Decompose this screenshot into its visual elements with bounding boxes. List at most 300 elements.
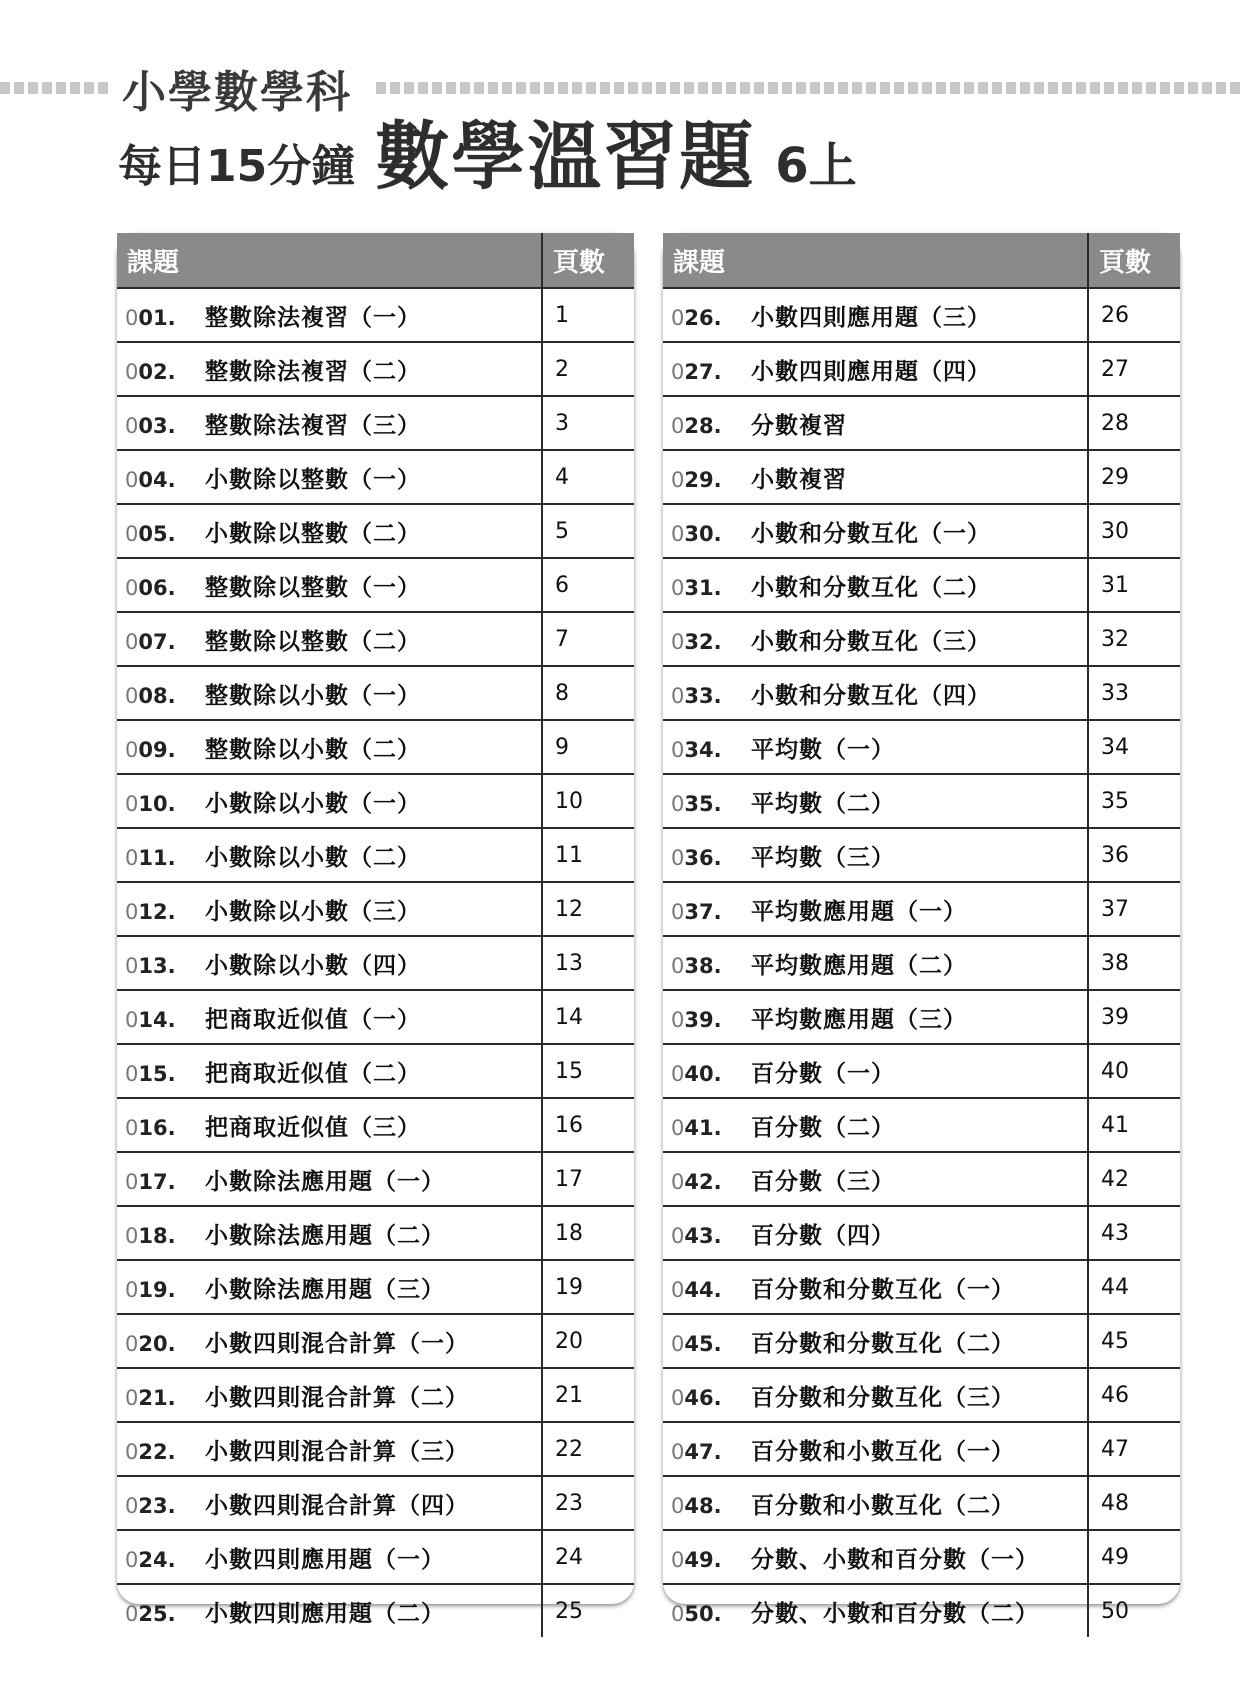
- toc-row: [117, 882, 634, 936]
- toc-row: [663, 342, 1180, 396]
- toc-topic-cell: [117, 882, 542, 936]
- lesson-number-prefix: 0: [125, 467, 139, 492]
- lesson-number-prefix: 0: [125, 1547, 139, 1572]
- toc-topic-cell: [663, 1314, 1088, 1368]
- toc-row: [117, 1368, 634, 1422]
- lesson-page-number: 24: [542, 1530, 634, 1584]
- book-title: [118, 108, 857, 204]
- lesson-number: [671, 1224, 751, 1248]
- book-title-part3: 6上: [775, 138, 857, 194]
- lesson-number-digits: 42.: [684, 1169, 722, 1194]
- toc-topic-cell: [117, 558, 542, 612]
- lesson-number-digits: 02.: [138, 359, 176, 384]
- book-title-part1: 每日15分鐘: [118, 141, 356, 192]
- toc-row: [117, 1044, 634, 1098]
- lesson-number-prefix: 0: [671, 953, 685, 978]
- lesson-number: [671, 576, 751, 600]
- lesson-number-digits: 08.: [138, 683, 176, 708]
- toc-topic-cell: [663, 450, 1088, 504]
- lesson-page-number: 16: [542, 1098, 634, 1152]
- lesson-number-digits: 31.: [684, 575, 722, 600]
- lesson-number-prefix: 0: [125, 1115, 139, 1140]
- lesson-number: [671, 414, 751, 438]
- lesson-number-prefix: 0: [125, 413, 139, 438]
- lesson-number-prefix: 0: [671, 467, 685, 492]
- lesson-page-number: 17: [542, 1152, 634, 1206]
- page-column-header: 頁數: [1088, 233, 1180, 288]
- lesson-page-number: 20: [542, 1314, 634, 1368]
- toc-row: [663, 1584, 1180, 1637]
- lesson-topic: 小數四則混合計算（一）: [205, 1330, 469, 1357]
- toc-row: [663, 612, 1180, 666]
- lesson-number-prefix: 0: [671, 1061, 685, 1086]
- toc-topic-cell: [663, 288, 1088, 342]
- lesson-page-number: 23: [542, 1476, 634, 1530]
- lesson-number: [671, 792, 751, 816]
- lesson-topic: 平均數（一）: [751, 736, 895, 763]
- lesson-page-number: 45: [1088, 1314, 1180, 1368]
- toc-topic-cell: [663, 1368, 1088, 1422]
- toc-topic-cell: [663, 936, 1088, 990]
- lesson-topic: 小數和分數互化（一）: [751, 520, 991, 547]
- lesson-topic: 把商取近似值（二）: [205, 1060, 421, 1087]
- toc-topic-cell: [117, 1314, 542, 1368]
- lesson-number: [125, 1494, 205, 1518]
- lesson-page-number: 37: [1088, 882, 1180, 936]
- toc-row: [117, 828, 634, 882]
- toc-row: [663, 504, 1180, 558]
- lesson-number-digits: 39.: [684, 1007, 722, 1032]
- lesson-number-digits: 34.: [684, 737, 722, 762]
- lesson-number-digits: 15.: [138, 1061, 176, 1086]
- lesson-number: [125, 360, 205, 384]
- toc-row: [117, 396, 634, 450]
- lesson-number-digits: 18.: [138, 1223, 176, 1248]
- toc-topic-cell: [663, 666, 1088, 720]
- toc-header-row: [663, 233, 1180, 288]
- toc-header-row: [117, 233, 634, 288]
- lesson-number-prefix: 0: [671, 575, 685, 600]
- lesson-number-prefix: 0: [125, 1169, 139, 1194]
- toc-row: [117, 1098, 634, 1152]
- lesson-page-number: 28: [1088, 396, 1180, 450]
- toc-row: [663, 882, 1180, 936]
- lesson-page-number: 6: [542, 558, 634, 612]
- lesson-number-prefix: 0: [671, 845, 685, 870]
- lesson-number: [125, 1224, 205, 1248]
- lesson-number: [671, 1548, 751, 1572]
- lesson-page-number: 27: [1088, 342, 1180, 396]
- lesson-page-number: 1: [542, 288, 634, 342]
- lesson-page-number: 34: [1088, 720, 1180, 774]
- lesson-number-digits: 25.: [138, 1601, 176, 1626]
- lesson-number-digits: 04.: [138, 467, 176, 492]
- lesson-number-digits: 49.: [684, 1547, 722, 1572]
- lesson-number-digits: 07.: [138, 629, 176, 654]
- lesson-number: [671, 954, 751, 978]
- lesson-number-prefix: 0: [125, 1439, 139, 1464]
- book-subtitle: 小學數學科: [122, 67, 352, 118]
- toc-topic-cell: [117, 342, 542, 396]
- lesson-number-prefix: 0: [671, 629, 685, 654]
- lesson-number-digits: 46.: [684, 1385, 722, 1410]
- lesson-number-prefix: 0: [125, 1061, 139, 1086]
- toc-topic-cell: [117, 720, 542, 774]
- lesson-number: [125, 576, 205, 600]
- lesson-page-number: 21: [542, 1368, 634, 1422]
- lesson-page-number: 31: [1088, 558, 1180, 612]
- lesson-page-number: 43: [1088, 1206, 1180, 1260]
- toc-row: [117, 558, 634, 612]
- toc-row: [117, 612, 634, 666]
- lesson-number-digits: 17.: [138, 1169, 176, 1194]
- lesson-number-digits: 37.: [684, 899, 722, 924]
- lesson-page-number: 22: [542, 1422, 634, 1476]
- lesson-page-number: 47: [1088, 1422, 1180, 1476]
- lesson-topic: 分數、小數和百分數（二）: [751, 1600, 1039, 1627]
- lesson-number-digits: 03.: [138, 413, 176, 438]
- lesson-topic: 整數除以整數（一）: [205, 574, 421, 601]
- lesson-topic: 平均數應用題（一）: [751, 898, 967, 925]
- lesson-topic: 分數複習: [751, 412, 847, 439]
- toc-topic-cell: [117, 1044, 542, 1098]
- toc-row: [663, 720, 1180, 774]
- lesson-number: [671, 1278, 751, 1302]
- lesson-number: [671, 306, 751, 330]
- toc-row: [663, 1422, 1180, 1476]
- toc-row: [663, 288, 1180, 342]
- lesson-number-prefix: 0: [125, 1493, 139, 1518]
- toc-row: [117, 1476, 634, 1530]
- toc-row: [117, 990, 634, 1044]
- lesson-number-digits: 10.: [138, 791, 176, 816]
- lesson-number-prefix: 0: [671, 521, 685, 546]
- lesson-number-prefix: 0: [671, 1277, 685, 1302]
- lesson-number: [125, 1008, 205, 1032]
- lesson-page-number: 19: [542, 1260, 634, 1314]
- lesson-topic: 百分數（三）: [751, 1168, 895, 1195]
- lesson-topic: 整數除以小數（二）: [205, 736, 421, 763]
- lesson-topic: 平均數（三）: [751, 844, 895, 871]
- lesson-page-number: 8: [542, 666, 634, 720]
- toc-topic-cell: [117, 1530, 542, 1584]
- lesson-page-number: 33: [1088, 666, 1180, 720]
- topic-column-header: 課題: [663, 233, 1088, 288]
- lesson-number-digits: 38.: [684, 953, 722, 978]
- lesson-topic: 整數除以小數（一）: [205, 682, 421, 709]
- lesson-number: [671, 522, 751, 546]
- toc-topic-cell: [117, 396, 542, 450]
- lesson-number: [125, 1170, 205, 1194]
- decorative-dash-rail-left: [0, 82, 108, 94]
- toc-row: [663, 1314, 1180, 1368]
- page-column-header: 頁數: [542, 233, 634, 288]
- toc-row: [663, 1206, 1180, 1260]
- toc-topic-cell: [663, 828, 1088, 882]
- toc-topic-cell: [663, 612, 1088, 666]
- lesson-number: [125, 738, 205, 762]
- lesson-number-prefix: 0: [125, 791, 139, 816]
- toc-row: [117, 450, 634, 504]
- lesson-page-number: 18: [542, 1206, 634, 1260]
- lesson-topic: 平均數（二）: [751, 790, 895, 817]
- lesson-number-prefix: 0: [671, 1115, 685, 1140]
- toc-row: [663, 936, 1180, 990]
- lesson-number-digits: 43.: [684, 1223, 722, 1248]
- toc-topic-cell: [663, 1584, 1088, 1637]
- toc-row: [117, 288, 634, 342]
- lesson-page-number: 32: [1088, 612, 1180, 666]
- lesson-page-number: 9: [542, 720, 634, 774]
- toc-topic-cell: [117, 666, 542, 720]
- lesson-number-digits: 20.: [138, 1331, 176, 1356]
- toc-row: [663, 1098, 1180, 1152]
- lesson-number-digits: 29.: [684, 467, 722, 492]
- toc-topic-cell: [663, 1476, 1088, 1530]
- toc-topic-cell: [663, 1044, 1088, 1098]
- lesson-topic: 小數四則混合計算（四）: [205, 1492, 469, 1519]
- toc-topic-cell: [663, 1530, 1088, 1584]
- toc-row: [663, 450, 1180, 504]
- toc-topic-cell: [117, 774, 542, 828]
- lesson-page-number: 39: [1088, 990, 1180, 1044]
- topic-column-header: 課題: [117, 233, 542, 288]
- lesson-number-digits: 50.: [684, 1601, 722, 1626]
- toc-topic-cell: [663, 342, 1088, 396]
- toc-row: [117, 1422, 634, 1476]
- lesson-number-prefix: 0: [671, 1601, 685, 1626]
- lesson-page-number: 41: [1088, 1098, 1180, 1152]
- lesson-topic: 整數除法複習（二）: [205, 358, 421, 385]
- lesson-page-number: 5: [542, 504, 634, 558]
- lesson-number-digits: 11.: [138, 845, 176, 870]
- lesson-page-number: 3: [542, 396, 634, 450]
- lesson-topic: 小數四則應用題（三）: [751, 304, 991, 331]
- toc-topic-cell: [117, 1476, 542, 1530]
- lesson-number-prefix: 0: [671, 1547, 685, 1572]
- lesson-page-number: 50: [1088, 1584, 1180, 1637]
- lesson-number-digits: 28.: [684, 413, 722, 438]
- lesson-page-number: 44: [1088, 1260, 1180, 1314]
- book-title-part2: 數學溫習題: [375, 114, 756, 200]
- lesson-topic: 百分數（一）: [751, 1060, 895, 1087]
- toc-row: [663, 1260, 1180, 1314]
- toc-topic-cell: [117, 504, 542, 558]
- lesson-number: [125, 900, 205, 924]
- toc-row: [117, 1584, 634, 1637]
- lesson-topic: 小數和分數互化（四）: [751, 682, 991, 709]
- lesson-number: [671, 1602, 751, 1626]
- lesson-number-digits: 13.: [138, 953, 176, 978]
- lesson-number-prefix: 0: [125, 629, 139, 654]
- toc-row: [117, 1152, 634, 1206]
- toc-topic-cell: [117, 1098, 542, 1152]
- lesson-topic: 小數除以小數（三）: [205, 898, 421, 925]
- toc-table-right: [663, 233, 1180, 1627]
- lesson-number-prefix: 0: [125, 899, 139, 924]
- lesson-page-number: 42: [1088, 1152, 1180, 1206]
- lesson-topic: 小數複習: [751, 466, 847, 493]
- lesson-topic: 小數除法應用題（三）: [205, 1276, 445, 1303]
- toc-topic-cell: [117, 1152, 542, 1206]
- lesson-topic: 整數除法複習（一）: [205, 304, 421, 331]
- lesson-topic: 百分數和分數互化（三）: [751, 1384, 1015, 1411]
- lesson-page-number: 49: [1088, 1530, 1180, 1584]
- lesson-number: [125, 1548, 205, 1572]
- toc-topic-cell: [663, 1152, 1088, 1206]
- lesson-page-number: 10: [542, 774, 634, 828]
- toc-row: [663, 666, 1180, 720]
- lesson-number-digits: 35.: [684, 791, 722, 816]
- lesson-topic: 百分數（二）: [751, 1114, 895, 1141]
- lesson-number: [671, 1062, 751, 1086]
- lesson-number-prefix: 0: [671, 413, 685, 438]
- lesson-page-number: 38: [1088, 936, 1180, 990]
- lesson-number-prefix: 0: [125, 737, 139, 762]
- lesson-number: [671, 468, 751, 492]
- lesson-page-number: 11: [542, 828, 634, 882]
- toc-row: [663, 1152, 1180, 1206]
- lesson-topic: 整數除法複習（三）: [205, 412, 421, 439]
- lesson-topic: 小數除法應用題（二）: [205, 1222, 445, 1249]
- lesson-number: [125, 630, 205, 654]
- lesson-number-digits: 33.: [684, 683, 722, 708]
- lesson-number-digits: 27.: [684, 359, 722, 384]
- lesson-number-digits: 01.: [138, 305, 176, 330]
- lesson-topic: 小數和分數互化（三）: [751, 628, 991, 655]
- lesson-number-prefix: 0: [125, 683, 139, 708]
- toc-row: [117, 774, 634, 828]
- lesson-number: [125, 522, 205, 546]
- toc-row: [663, 990, 1180, 1044]
- lesson-number-prefix: 0: [125, 1223, 139, 1248]
- lesson-number: [125, 1440, 205, 1464]
- lesson-topic: 小數除法應用題（一）: [205, 1168, 445, 1195]
- toc-row: [117, 342, 634, 396]
- lesson-number-prefix: 0: [671, 1169, 685, 1194]
- toc-topic-cell: [117, 1206, 542, 1260]
- lesson-number-prefix: 0: [125, 1007, 139, 1032]
- toc-row: [663, 1530, 1180, 1584]
- decorative-dash-rail-right: [376, 82, 1240, 94]
- toc-topic-cell: [663, 882, 1088, 936]
- lesson-number-prefix: 0: [125, 1601, 139, 1626]
- lesson-topic: 把商取近似值（一）: [205, 1006, 421, 1033]
- lesson-topic: 百分數和小數互化（一）: [751, 1438, 1015, 1465]
- toc-topic-cell: [117, 1260, 542, 1314]
- lesson-number-prefix: 0: [671, 1439, 685, 1464]
- lesson-number: [671, 630, 751, 654]
- lesson-number-prefix: 0: [125, 359, 139, 384]
- lesson-number-digits: 36.: [684, 845, 722, 870]
- toc-topic-cell: [117, 1584, 542, 1637]
- lesson-topic: 百分數和分數互化（一）: [751, 1276, 1015, 1303]
- lesson-number-digits: 09.: [138, 737, 176, 762]
- lesson-page-number: 15: [542, 1044, 634, 1098]
- lesson-number: [125, 306, 205, 330]
- lesson-topic: 小數四則混合計算（二）: [205, 1384, 469, 1411]
- lesson-number-prefix: 0: [125, 305, 139, 330]
- lesson-number-digits: 05.: [138, 521, 176, 546]
- lesson-number: [125, 684, 205, 708]
- lesson-page-number: 4: [542, 450, 634, 504]
- lesson-number-prefix: 0: [125, 953, 139, 978]
- lesson-page-number: 36: [1088, 828, 1180, 882]
- lesson-page-number: 46: [1088, 1368, 1180, 1422]
- lesson-number-prefix: 0: [125, 845, 139, 870]
- lesson-number: [671, 684, 751, 708]
- lesson-number-prefix: 0: [671, 359, 685, 384]
- toc-row: [663, 1368, 1180, 1422]
- lesson-number: [125, 1278, 205, 1302]
- lesson-number-digits: 19.: [138, 1277, 176, 1302]
- lesson-number: [125, 1602, 205, 1626]
- lesson-topic: 小數四則應用題（四）: [751, 358, 991, 385]
- lesson-number-prefix: 0: [671, 1385, 685, 1410]
- lesson-number-digits: 21.: [138, 1385, 176, 1410]
- lesson-number-digits: 45.: [684, 1331, 722, 1356]
- toc-row: [117, 1260, 634, 1314]
- toc-topic-cell: [117, 936, 542, 990]
- lesson-number-prefix: 0: [671, 1223, 685, 1248]
- lesson-number-digits: 06.: [138, 575, 176, 600]
- lesson-number: [671, 738, 751, 762]
- lesson-page-number: 40: [1088, 1044, 1180, 1098]
- lesson-number-prefix: 0: [671, 899, 685, 924]
- lesson-number-prefix: 0: [671, 737, 685, 762]
- toc-topic-cell: [663, 1206, 1088, 1260]
- toc-topic-cell: [117, 450, 542, 504]
- lesson-number-digits: 26.: [684, 305, 722, 330]
- lesson-number-digits: 24.: [138, 1547, 176, 1572]
- toc-row: [663, 1044, 1180, 1098]
- lesson-number: [125, 1332, 205, 1356]
- toc-row: [663, 1476, 1180, 1530]
- lesson-topic: 把商取近似值（三）: [205, 1114, 421, 1141]
- lesson-number: [671, 1170, 751, 1194]
- lesson-number-digits: 16.: [138, 1115, 176, 1140]
- lesson-number-digits: 48.: [684, 1493, 722, 1518]
- lesson-topic: 百分數和分數互化（二）: [751, 1330, 1015, 1357]
- lesson-topic: 平均數應用題（二）: [751, 952, 967, 979]
- lesson-number-digits: 30.: [684, 521, 722, 546]
- toc-topic-cell: [663, 1422, 1088, 1476]
- lesson-topic: 小數四則應用題（一）: [205, 1546, 445, 1573]
- lesson-page-number: 35: [1088, 774, 1180, 828]
- lesson-number: [125, 846, 205, 870]
- lesson-number-prefix: 0: [671, 1007, 685, 1032]
- lesson-topic: 百分數（四）: [751, 1222, 895, 1249]
- toc-row: [117, 720, 634, 774]
- toc-topic-cell: [663, 720, 1088, 774]
- lesson-topic: 小數除以整數（一）: [205, 466, 421, 493]
- lesson-page-number: 13: [542, 936, 634, 990]
- lesson-number: [671, 1440, 751, 1464]
- lesson-number-prefix: 0: [671, 683, 685, 708]
- lesson-number: [125, 792, 205, 816]
- lesson-number: [125, 1386, 205, 1410]
- lesson-number-digits: 44.: [684, 1277, 722, 1302]
- lesson-number: [671, 1494, 751, 1518]
- lesson-topic: 小數四則應用題（二）: [205, 1600, 445, 1627]
- lesson-number-prefix: 0: [671, 305, 685, 330]
- toc-row: [117, 936, 634, 990]
- lesson-topic: 平均數應用題（三）: [751, 1006, 967, 1033]
- lesson-page-number: 48: [1088, 1476, 1180, 1530]
- lesson-number-prefix: 0: [125, 1331, 139, 1356]
- toc-row: [663, 774, 1180, 828]
- lesson-number-digits: 22.: [138, 1439, 176, 1464]
